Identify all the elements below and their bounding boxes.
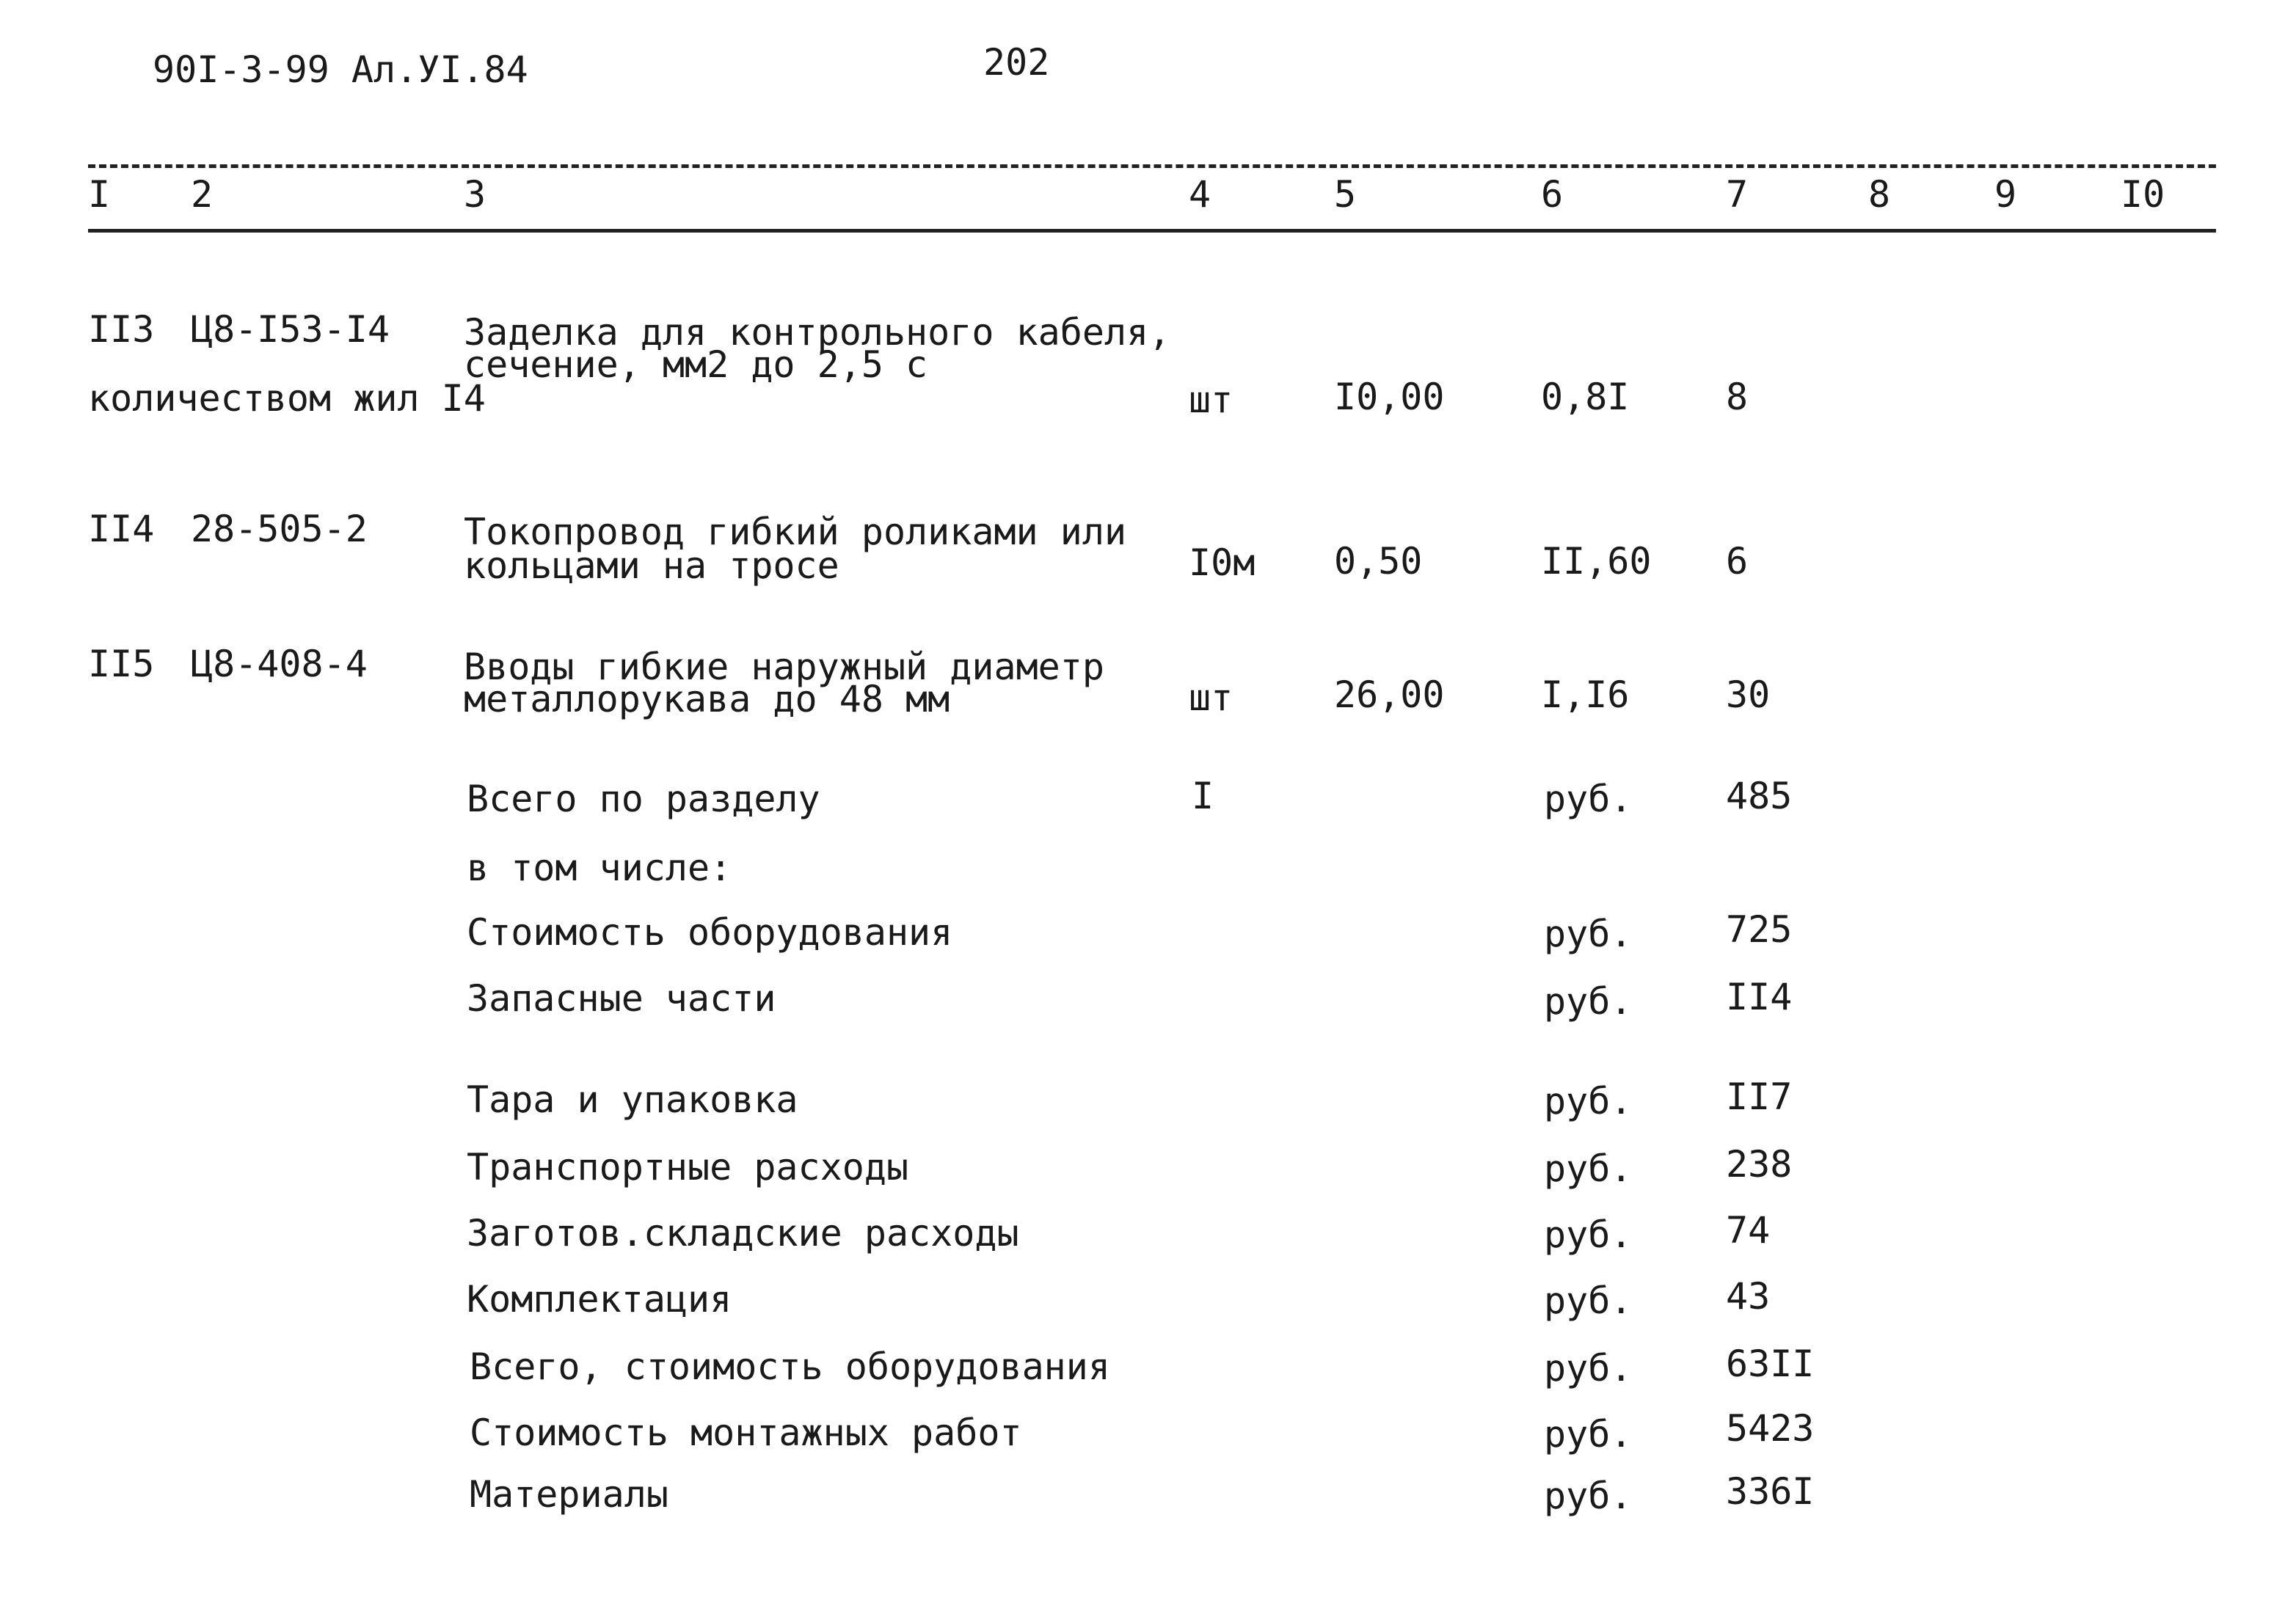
row-description: Заделка для контрольного кабеля, [464,311,1171,354]
summary-value: 5423 [1726,1407,1815,1450]
summary-unit: руб. [1544,1213,1633,1256]
summary-value: 63II [1726,1343,1815,1385]
summary-label: Запасные части [467,977,776,1020]
column-header: 9 [1994,173,2017,216]
row-price: II,60 [1541,540,1652,583]
column-header: I0 [2121,173,2165,216]
column-header: 5 [1334,173,1357,216]
summary-value: II7 [1726,1076,1793,1118]
column-header: 7 [1726,173,1749,216]
row-number: II5 [88,643,155,685]
row-description: Вводы гибкие наружный диаметр [464,646,1104,688]
summary-unit: руб. [1544,1080,1633,1122]
column-header: 4 [1189,173,1211,216]
row-code: 28-505-2 [191,508,368,550]
row-number: II3 [88,308,155,351]
summary-label: Транспортные расходы [467,1146,909,1188]
summary-value: 238 [1726,1143,1793,1186]
summary-label: Стоимость монтажных работ [470,1412,1022,1454]
row-unit: шт [1189,676,1233,719]
summary-unit: руб. [1544,913,1633,955]
row-price: 0,8I [1541,376,1630,418]
row-unit: I0м [1189,541,1255,584]
summary-unit: руб. [1544,1347,1633,1390]
summary-label: Всего, стоимость оборудования [470,1345,1110,1388]
summary-value: 43 [1726,1275,1771,1318]
summary-value: 74 [1726,1209,1771,1252]
row-code: Ц8-I53-I4 [191,308,390,351]
row-quantity: 26,00 [1334,673,1445,716]
column-header: 2 [191,173,214,216]
row-total: 6 [1726,540,1749,583]
summary-unit: руб. [1544,1475,1633,1517]
row-description: кольцами на тросе [464,544,839,587]
row-total: 30 [1726,673,1771,716]
row-description: Токопровод гибкий роликами или [464,511,1127,553]
summary-value: 336I [1726,1470,1815,1513]
row-total: 8 [1726,376,1749,418]
row-price: I,I6 [1541,673,1630,716]
row-description: металлорукава до 48 мм [464,678,950,720]
row-description: сечение, мм2 до 2,5 с [464,343,928,386]
summary-label: Материалы [470,1473,668,1516]
summary-label: Стоимость оборудования [467,911,953,954]
table-top-rule [88,164,2216,168]
column-header: 6 [1541,173,1564,216]
section-total-unit: руб. [1544,778,1633,820]
summary-unit: руб. [1544,1413,1633,1456]
row-number: II4 [88,508,155,550]
summary-unit: руб. [1544,1147,1633,1190]
section-total-number: I [1192,775,1214,817]
column-header: I [88,173,111,216]
summary-unit: руб. [1544,980,1633,1023]
summary-label: Тара и упаковка [467,1078,798,1121]
table-header-rule [88,229,2216,233]
row-unit: шт [1189,379,1233,421]
section-total-value: 485 [1726,775,1793,817]
summary-label: Заготов.складские расходы [467,1212,1019,1255]
summary-value: II4 [1726,976,1793,1018]
row-description: количеством жил I4 [88,377,486,420]
row-code: Ц8-408-4 [191,643,368,685]
including-label: в том числе: [467,847,732,889]
summary-value: 725 [1726,908,1793,951]
doc-code: 90I-3-99 Ал.УI.84 [153,48,528,91]
page-number: 202 [983,41,1050,84]
summary-unit: руб. [1544,1279,1633,1322]
row-quantity: I0,00 [1334,376,1445,418]
column-header: 3 [464,173,486,216]
section-total-label: Всего по разделу [467,778,820,820]
summary-label: Комплектация [467,1278,732,1321]
column-header: 8 [1868,173,1891,216]
row-quantity: 0,50 [1334,540,1423,583]
